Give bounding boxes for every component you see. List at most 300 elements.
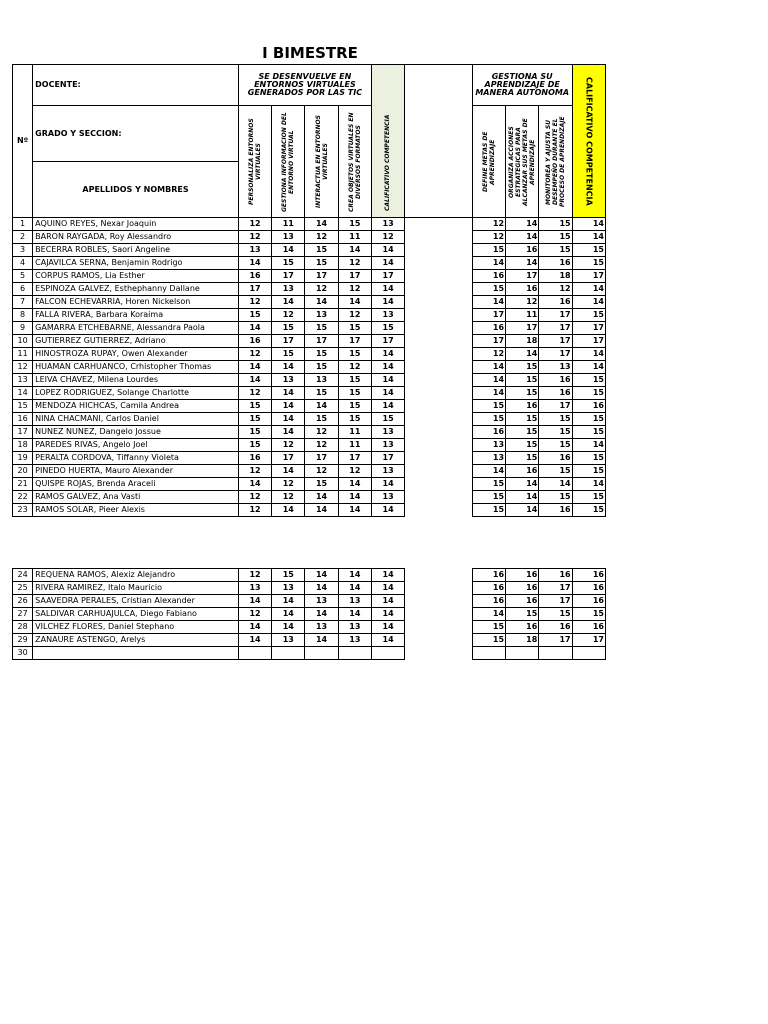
spacer-cell: [405, 218, 473, 231]
capacity-1-1-grade: 12: [238, 504, 271, 517]
capacity-1-1-grade: 14: [238, 478, 271, 491]
row-number: 15: [13, 400, 33, 413]
capacity-2-1-grade: 17: [472, 335, 505, 348]
capacity-2-1-grade: 12: [472, 231, 505, 244]
competency-1-grade: 14: [371, 400, 404, 413]
capacity-1-3-grade: 14: [305, 634, 338, 647]
spacer-cell: [405, 413, 473, 426]
capacity-1-4-grade: 17: [338, 270, 371, 283]
row-number: 5: [13, 270, 33, 283]
capacity-2-3-grade: 15: [539, 465, 572, 478]
student-name: AQUINO REYES, Nexar Joaquin: [33, 218, 239, 231]
capacity-2-1-grade: 15: [472, 504, 505, 517]
capacity-2-3-grade: 15: [539, 231, 572, 244]
capacity-1-2-grade: 13: [272, 374, 305, 387]
student-name: ESPINOZA GALVEZ, Esthephanny Dallane: [33, 283, 239, 296]
capacity-2-3-header: [539, 106, 572, 218]
capacity-2-2-grade: 17: [506, 270, 539, 283]
capacity-2-3-grade: 17: [539, 335, 572, 348]
student-name: HUAMAN CARHUANCO, Crhistopher Thomas: [33, 361, 239, 374]
capacity-1-2-grade: 14: [272, 387, 305, 400]
capacity-1-3-grade: 17: [305, 335, 338, 348]
capacity-1-4-grade: 14: [338, 296, 371, 309]
capacity-1-3-grade: 14: [305, 491, 338, 504]
capacity-1-4-grade: 11: [338, 439, 371, 452]
capacity-1-4-grade: 17: [338, 335, 371, 348]
capacity-1-3-grade: 13: [305, 595, 338, 608]
table-row: [13, 361, 606, 374]
grado-seccion-label: GRADO Y SECCION:: [33, 106, 239, 162]
capacity-1-3-grade: 15: [305, 478, 338, 491]
capacity-1-1-grade: 14: [238, 634, 271, 647]
capacity-1-2-grade: 15: [272, 348, 305, 361]
competency-1-grade: 14: [371, 387, 404, 400]
capacity-1-3-grade: 13: [305, 374, 338, 387]
student-name: PERALTA CORDOVA, Tiffanny Violeta: [33, 452, 239, 465]
row-number: 19: [13, 452, 33, 465]
competency-2-grade: 15: [572, 257, 605, 270]
grades-table-continued: [12, 568, 606, 660]
competency-1-grade: 14: [371, 283, 404, 296]
capacity-2-1-grade: 14: [472, 387, 505, 400]
capacity-2-1-grade: 16: [472, 426, 505, 439]
capacity-1-4-grade: 15: [338, 218, 371, 231]
capacity-2-3-grade: 17: [539, 348, 572, 361]
table-row: [13, 647, 606, 660]
capacity-1-4-grade: 15: [338, 322, 371, 335]
competency-1-header: SE DESENVUELVE EN ENTORNOS VIRTUALES GENERADOS POR LAS TIC: [238, 65, 371, 106]
row-number: 7: [13, 296, 33, 309]
capacity-1-3-grade: 12: [305, 465, 338, 478]
table-row: [13, 231, 606, 244]
competency-2-grade: 15: [572, 452, 605, 465]
capacity-1-1-grade: 14: [238, 374, 271, 387]
table-row: [13, 465, 606, 478]
spacer-cell: [405, 296, 473, 309]
competency-1-grade: 13: [371, 218, 404, 231]
student-name: QUISPE ROJAS, Brenda Araceli: [33, 478, 239, 491]
capacity-1-2-grade: 13: [272, 283, 305, 296]
capacity-1-2-grade: 15: [272, 257, 305, 270]
capacity-1-1-grade: 15: [238, 439, 271, 452]
row-number: 21: [13, 478, 33, 491]
competency-2-grade: 14: [572, 296, 605, 309]
capacity-1-1-grade: 15: [238, 413, 271, 426]
capacity-2-2-header: [506, 106, 539, 218]
table-row: [13, 348, 606, 361]
capacity-1-1-grade: 16: [238, 452, 271, 465]
competency-2-grade: 16: [572, 582, 605, 595]
capacity-2-2-grade: 16: [506, 283, 539, 296]
spacer-cell: [405, 452, 473, 465]
capacity-1-3-grade: 15: [305, 387, 338, 400]
capacity-1-1-grade: 14: [238, 621, 271, 634]
capacity-1-2-grade: 12: [272, 478, 305, 491]
capacity-2-3-grade: 17: [539, 634, 572, 647]
student-name: SAAVEDRA PERALES, Cristian Alexander: [33, 595, 239, 608]
student-name: GAMARRA ETCHEBARNE, Alessandra Paola: [33, 322, 239, 335]
docente-label: DOCENTE:: [33, 65, 239, 106]
competency-2-grade: 15: [572, 374, 605, 387]
capacity-2-3-grade: 17: [539, 400, 572, 413]
capacity-1-3-grade: 14: [305, 218, 338, 231]
competency-2-grade: 14: [572, 283, 605, 296]
capacity-2-2-grade: 14: [506, 478, 539, 491]
competency-1-grade: 13: [371, 491, 404, 504]
spacer-cell: [405, 582, 473, 595]
row-number: 13: [13, 374, 33, 387]
capacity-2-2-grade: 18: [506, 335, 539, 348]
spacer-cell: [405, 400, 473, 413]
capacity-2-1-grade: 16: [472, 270, 505, 283]
table-row: [13, 595, 606, 608]
capacity-2-3-grade: 15: [539, 608, 572, 621]
capacity-1-2-header: [272, 106, 305, 218]
table-row: [13, 504, 606, 517]
capacity-1-3-grade: 14: [305, 504, 338, 517]
capacity-2-2-grade: 16: [506, 621, 539, 634]
table-row: [13, 335, 606, 348]
student-name: RAMOS GALVEZ, Ana Vasti: [33, 491, 239, 504]
competency-1-grade: 13: [371, 465, 404, 478]
competency-2-grade: 17: [572, 322, 605, 335]
capacity-2-3-label: MONITOREA Y AJUSTA SU DESEMPEÑO DURANTE EL PROCESO DE APRENDIZAJE: [544, 116, 566, 207]
spacer-cell: [405, 647, 473, 660]
competency-1-grade-header: [371, 65, 404, 218]
capacity-1-4-grade: 12: [338, 283, 371, 296]
capacity-1-1-grade: 16: [238, 335, 271, 348]
spacer-cell: [405, 504, 473, 517]
student-name: PAREDES RIVAS, Angelo Joel: [33, 439, 239, 452]
capacity-1-3-grade: 17: [305, 270, 338, 283]
student-name: FALCON ECHEVARRIA, Horen Nickelson: [33, 296, 239, 309]
table-row: [13, 413, 606, 426]
capacity-1-1-grade: 12: [238, 608, 271, 621]
capacity-1-1-grade: 13: [238, 244, 271, 257]
capacity-2-2-grade: 11: [506, 309, 539, 322]
capacity-1-1-grade: 12: [238, 491, 271, 504]
capacity-1-3-grade: 12: [305, 283, 338, 296]
competency-1-grade: 15: [371, 322, 404, 335]
competency-2-grade: 14: [572, 478, 605, 491]
capacity-1-2-grade: 12: [272, 439, 305, 452]
capacity-1-3-grade: 12: [305, 439, 338, 452]
table-row: [13, 582, 606, 595]
capacity-1-2-grade: 14: [272, 504, 305, 517]
capacity-2-1-grade: 14: [472, 257, 505, 270]
table-row: [13, 400, 606, 413]
spacer-cell: [405, 621, 473, 634]
capacity-2-2-grade: [506, 647, 539, 660]
table-row: [13, 218, 606, 231]
competency-1-grade: 14: [371, 569, 404, 582]
row-number: 23: [13, 504, 33, 517]
capacity-1-3-grade: 15: [305, 361, 338, 374]
competency-2-grade: 14: [572, 231, 605, 244]
competency-2-grade: 15: [572, 465, 605, 478]
competency-2-grade-header: [572, 65, 605, 218]
row-number: 11: [13, 348, 33, 361]
table-row: [13, 283, 606, 296]
row-number: 6: [13, 283, 33, 296]
capacity-2-1-grade: 16: [472, 569, 505, 582]
table-row: [13, 322, 606, 335]
capacity-2-3-grade: 15: [539, 413, 572, 426]
capacity-1-4-grade: 11: [338, 231, 371, 244]
capacity-2-2-grade: 16: [506, 582, 539, 595]
capacity-2-3-grade: [539, 647, 572, 660]
capacity-2-3-grade: 16: [539, 504, 572, 517]
competency-2-grade: 14: [572, 218, 605, 231]
capacity-1-4-grade: 12: [338, 257, 371, 270]
capacity-2-1-grade: 15: [472, 491, 505, 504]
capacity-2-2-grade: 14: [506, 218, 539, 231]
capacity-2-3-grade: 17: [539, 309, 572, 322]
student-name: VILCHEZ FLORES, Daniel Stephano: [33, 621, 239, 634]
spacer-cell: [405, 231, 473, 244]
row-number: 27: [13, 608, 33, 621]
capacity-2-2-grade: 16: [506, 465, 539, 478]
capacity-1-4-grade: 12: [338, 465, 371, 478]
table-row: [13, 244, 606, 257]
capacity-2-2-grade: 14: [506, 504, 539, 517]
capacity-2-3-grade: 12: [539, 283, 572, 296]
capacity-2-1-grade: 15: [472, 621, 505, 634]
capacity-2-1-grade: 15: [472, 244, 505, 257]
spacer-cell: [405, 361, 473, 374]
spacer-cell: [405, 465, 473, 478]
spacer-cell: [405, 608, 473, 621]
student-name: LEIVA CHAVEZ, Milena Lourdes: [33, 374, 239, 387]
capacity-1-2-grade: 12: [272, 491, 305, 504]
row-number: 9: [13, 322, 33, 335]
spacer-cell: [405, 478, 473, 491]
student-name: ZANAURE ASTENGO, Arelys: [33, 634, 239, 647]
capacity-1-1-grade: 15: [238, 426, 271, 439]
competency-2-grade: 16: [572, 621, 605, 634]
capacity-2-1-grade: 15: [472, 634, 505, 647]
capacity-1-1-grade: 16: [238, 270, 271, 283]
row-number: 22: [13, 491, 33, 504]
competency-1-grade: 14: [371, 244, 404, 257]
row-number: 12: [13, 361, 33, 374]
student-name: HINOSTROZA RUPAY, Owen Alexander: [33, 348, 239, 361]
capacity-2-1-grade: 13: [472, 439, 505, 452]
capacity-2-2-grade: 12: [506, 296, 539, 309]
capacity-2-2-grade: 14: [506, 348, 539, 361]
capacity-1-1-header: [238, 106, 271, 218]
capacity-2-3-grade: 16: [539, 374, 572, 387]
capacity-2-1-grade: 15: [472, 478, 505, 491]
capacity-1-3-grade: 13: [305, 309, 338, 322]
capacity-1-3-grade: 17: [305, 452, 338, 465]
capacity-2-1-grade: 12: [472, 218, 505, 231]
table-row: [13, 309, 606, 322]
capacity-2-1-grade: 14: [472, 361, 505, 374]
capacity-2-3-grade: 15: [539, 218, 572, 231]
spacer-cell: [405, 426, 473, 439]
capacity-1-2-grade: 14: [272, 465, 305, 478]
competency-1-grade-label: CALIFICATIVO COMPETENCIA: [384, 114, 392, 211]
capacity-1-1-grade: 12: [238, 387, 271, 400]
competency-2-grade: 15: [572, 387, 605, 400]
capacity-2-3-grade: 17: [539, 582, 572, 595]
table-row: [13, 608, 606, 621]
table-row: [13, 387, 606, 400]
capacity-1-4-grade: 12: [338, 361, 371, 374]
student-name: FALLA RIVERA, Barbara Koraima: [33, 309, 239, 322]
capacity-2-3-grade: 18: [539, 270, 572, 283]
competency-1-grade: 14: [371, 504, 404, 517]
capacity-2-3-grade: 16: [539, 387, 572, 400]
capacity-1-2-grade: 13: [272, 582, 305, 595]
competency-1-grade: 13: [371, 309, 404, 322]
capacity-2-2-grade: 15: [506, 439, 539, 452]
table-row: [13, 374, 606, 387]
row-number: 17: [13, 426, 33, 439]
capacity-2-1-label: DEFINE METAS DE APRENDIZAJE: [481, 131, 496, 192]
capacity-2-2-grade: 16: [506, 595, 539, 608]
capacity-1-4-grade: 15: [338, 413, 371, 426]
row-number: 25: [13, 582, 33, 595]
capacity-1-2-grade: 14: [272, 296, 305, 309]
capacity-1-4-header: [338, 106, 371, 218]
capacity-1-1-grade: 12: [238, 465, 271, 478]
capacity-1-2-grade: 15: [272, 569, 305, 582]
capacity-2-3-grade: 15: [539, 244, 572, 257]
capacity-2-2-grade: 16: [506, 244, 539, 257]
spacer-column: [405, 65, 473, 218]
row-number: 20: [13, 465, 33, 478]
grades-table-main: [12, 64, 606, 517]
spacer-cell: [405, 439, 473, 452]
capacity-1-4-grade: 15: [338, 374, 371, 387]
competency-2-header: GESTIONA SU APRENDIZAJE DE MANERA AUTONOMA: [472, 65, 572, 106]
row-number: 28: [13, 621, 33, 634]
spacer-cell: [405, 309, 473, 322]
row-number: 3: [13, 244, 33, 257]
row-number: 24: [13, 569, 33, 582]
capacity-2-2-grade: 15: [506, 452, 539, 465]
capacity-1-4-grade: 14: [338, 608, 371, 621]
competency-1-grade: 14: [371, 582, 404, 595]
capacity-2-1-grade: 17: [472, 309, 505, 322]
capacity-2-3-grade: 13: [539, 361, 572, 374]
capacity-2-2-grade: 17: [506, 322, 539, 335]
capacity-2-1-grade: 13: [472, 452, 505, 465]
capacity-1-1-grade: 14: [238, 257, 271, 270]
row-number: 10: [13, 335, 33, 348]
capacity-1-2-grade: 17: [272, 270, 305, 283]
capacity-1-2-grade: 14: [272, 595, 305, 608]
capacity-1-2-grade: 13: [272, 231, 305, 244]
competency-1-grade: 14: [371, 348, 404, 361]
capacity-1-3-grade: 12: [305, 426, 338, 439]
capacity-2-2-grade: 16: [506, 400, 539, 413]
table-row: [13, 452, 606, 465]
capacity-1-1-grade: 12: [238, 348, 271, 361]
capacity-1-4-grade: 15: [338, 387, 371, 400]
capacity-2-2-label: ORGANIZA ACCIONES ESTRATEGICAS PARA ALCANZAR SUS METAS DE APRENDIZAJE: [508, 117, 537, 206]
competency-2-grade: 16: [572, 400, 605, 413]
capacity-1-4-grade: 14: [338, 478, 371, 491]
competency-1-grade: 14: [371, 608, 404, 621]
table-row: [13, 257, 606, 270]
competency-2-grade: 17: [572, 335, 605, 348]
competency-1-grade: 14: [371, 478, 404, 491]
competency-1-grade: 13: [371, 426, 404, 439]
capacity-1-3-grade: 15: [305, 244, 338, 257]
competency-2-grade: 17: [572, 634, 605, 647]
capacity-1-2-grade: 14: [272, 413, 305, 426]
competency-1-grade: 14: [371, 374, 404, 387]
competency-1-grade: 13: [371, 439, 404, 452]
capacity-1-1-grade: 12: [238, 569, 271, 582]
row-number: 16: [13, 413, 33, 426]
row-number: 26: [13, 595, 33, 608]
competency-1-grade: 14: [371, 595, 404, 608]
capacity-1-2-grade: 13: [272, 634, 305, 647]
capacity-2-1-grade: 15: [472, 283, 505, 296]
capacity-1-1-grade: 14: [238, 595, 271, 608]
capacity-1-3-grade: 14: [305, 608, 338, 621]
student-name: REQUENA RAMOS, Alexiz Alejandro: [33, 569, 239, 582]
competency-1-grade: 17: [371, 335, 404, 348]
row-number: 14: [13, 387, 33, 400]
competency-2-grade: 15: [572, 244, 605, 257]
capacity-2-1-grade: 12: [472, 348, 505, 361]
capacity-2-1-grade: 15: [472, 413, 505, 426]
student-name: CAJAVILCA SERNA, Benjamin Rodrigo: [33, 257, 239, 270]
capacity-1-4-grade: 14: [338, 569, 371, 582]
competency-2-grade: 14: [572, 361, 605, 374]
capacity-1-3-grade: 15: [305, 413, 338, 426]
capacity-2-1-grade: [472, 647, 505, 660]
capacity-2-2-grade: 15: [506, 361, 539, 374]
competency-1-grade: 17: [371, 270, 404, 283]
capacity-1-2-grade: 14: [272, 361, 305, 374]
capacity-1-2-grade: 17: [272, 452, 305, 465]
capacity-1-4-grade: 13: [338, 595, 371, 608]
capacity-1-3-grade: 14: [305, 400, 338, 413]
row-number: 4: [13, 257, 33, 270]
competency-2-grade: 14: [572, 439, 605, 452]
capacity-1-4-grade: 13: [338, 634, 371, 647]
capacity-2-3-grade: 17: [539, 322, 572, 335]
competency-1-grade: 14: [371, 634, 404, 647]
competency-2-grade: 16: [572, 569, 605, 582]
sheet-title: I BIMESTRE: [262, 44, 358, 62]
capacity-1-1-grade: 17: [238, 283, 271, 296]
spacer-cell: [405, 491, 473, 504]
capacity-1-3-header: [305, 106, 338, 218]
capacity-1-2-grade: 14: [272, 400, 305, 413]
capacity-1-3-grade: [305, 647, 338, 660]
capacity-1-2-grade: 12: [272, 309, 305, 322]
table-row: [13, 621, 606, 634]
competency-2-grade: 16: [572, 595, 605, 608]
capacity-1-3-grade: 13: [305, 621, 338, 634]
capacity-2-3-grade: 16: [539, 569, 572, 582]
capacity-2-1-grade: 15: [472, 400, 505, 413]
capacity-1-2-grade: 11: [272, 218, 305, 231]
capacity-1-1-grade: 14: [238, 322, 271, 335]
capacity-1-4-grade: 11: [338, 426, 371, 439]
competency-2-grade-label: CALIFICATIVO COMPETENCIA: [584, 76, 594, 206]
spacer-cell: [405, 634, 473, 647]
capacity-1-3-grade: 14: [305, 296, 338, 309]
capacity-1-3-grade: 15: [305, 257, 338, 270]
